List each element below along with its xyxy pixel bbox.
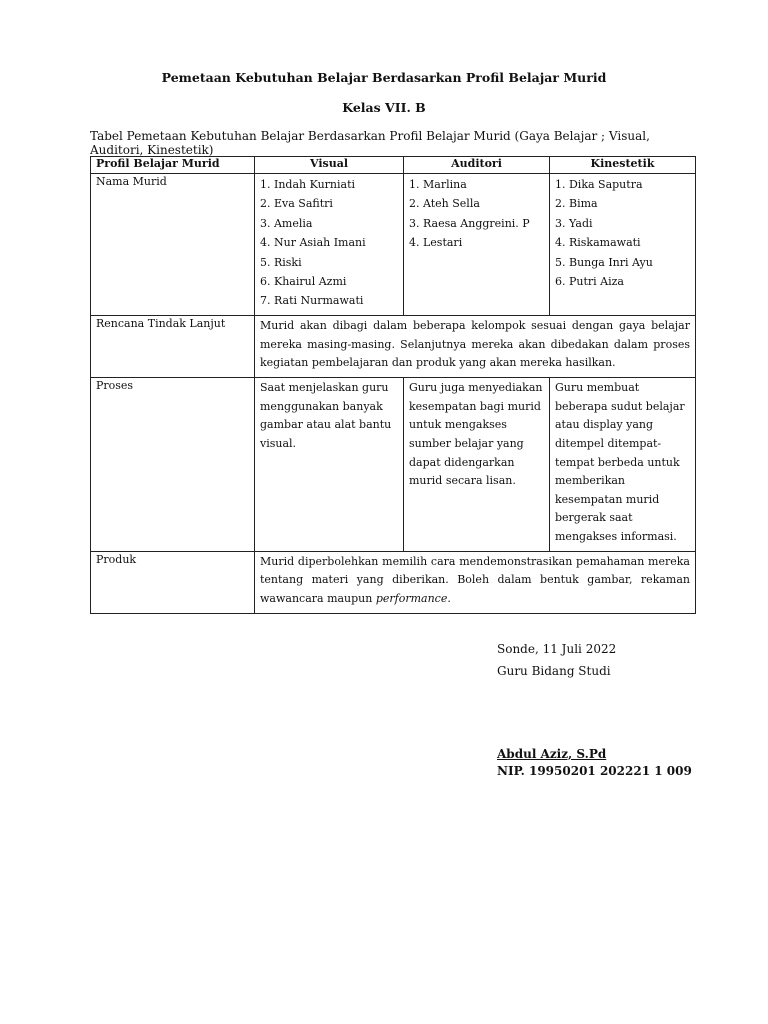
cell-proses-visual: Saat menjelaskan guru menggunakan banyak gambar atau alat bantu visual.: [255, 378, 404, 551]
produk-italic-term: performance: [375, 592, 448, 606]
list-item: 3. Raesa Anggreini. P: [409, 216, 530, 230]
signature-date: Sonde, 11 Juli 2022: [497, 642, 617, 656]
list-item: 5. Bunga Inri Ayu: [555, 255, 653, 269]
table-header-row: [91, 157, 696, 174]
kinestetik-student-list: [555, 175, 690, 291]
row-label-produk: Produk: [91, 551, 255, 613]
list-item: 5. Riski: [260, 255, 302, 269]
list-item: 4. Nur Asiah Imani: [260, 236, 366, 250]
row-rencana: [91, 315, 696, 377]
row-produk: [91, 551, 696, 613]
list-item: 1. Marlina: [409, 178, 467, 191]
produk-text-end: .: [447, 592, 451, 606]
list-item: 7. Rati Nurmawati: [260, 294, 364, 308]
cell-proses-auditori: Guru juga menyediakan kesempatan bagi murid untuk mengakses sumber belajar yang dapat didengarkan murid secara lisan.: [404, 378, 550, 551]
cell-rencana-text: Murid akan dibagi dalam beberapa kelompok sesuai dengan gaya belajar mereka masing-masing. Selanjutnya mereka akan dibedakan dalam proses kegiatan pembelajaran dan produk yang akan mereka hasilkan.: [255, 315, 696, 377]
row-label-rencana: Rencana Tindak Lanjut: [91, 315, 255, 377]
row-label-nama-murid: Nama Murid: [91, 174, 255, 316]
auditori-student-list: [409, 175, 544, 253]
signature-nip: NIP. 19950201 202221 1 009: [497, 764, 692, 778]
list-item: 3. Yadi: [555, 216, 593, 230]
table-caption: Tabel Pemetaan Kebutuhan Belajar Berdasarkan Profil Belajar Murid (Gaya Belajar ; Visual, Auditori, Kinestetik): [90, 129, 650, 157]
cell-nama-visual: [255, 174, 404, 316]
row-proses: [91, 378, 696, 551]
row-label-proses: Proses: [91, 378, 255, 551]
list-item: 1. Indah Kurniati: [260, 178, 356, 191]
list-item: 3. Amelia: [260, 216, 313, 230]
list-item: 6. Putri Aiza: [555, 275, 624, 289]
signature-name: Abdul Aziz, S.Pd: [497, 747, 607, 761]
list-item: 1. Dika Saputra: [555, 178, 643, 191]
document-subtitle: Kelas VII. B: [342, 100, 426, 115]
row-nama-murid: [91, 174, 696, 316]
header-visual: Visual: [255, 157, 404, 174]
visual-student-list: [260, 175, 398, 311]
document-title: Pemetaan Kebutuhan Belajar Berdasarkan Profil Belajar Murid: [161, 70, 607, 85]
list-item: 6. Khairul Azmi: [260, 275, 347, 289]
cell-nama-kinestetik: [550, 174, 696, 316]
cell-nama-auditori: [404, 174, 550, 316]
learning-profile-table: [90, 156, 696, 614]
cell-produk-text: [255, 551, 696, 613]
list-item: 2. Ateh Sella: [409, 197, 480, 211]
list-item: 2. Eva Safitri: [260, 197, 333, 211]
produk-text: Murid diperbolehkan memilih cara mendemonstrasikan pemahaman mereka tentang materi yang diberikan. Boleh dalam bentuk gambar, rekaman wawancara maupun: [260, 554, 690, 606]
list-item: 4. Lestari: [409, 236, 463, 250]
header-auditori: Auditori: [404, 157, 550, 174]
cell-proses-kinestetik: Guru membuat beberapa sudut belajar atau display yang ditempel ditempat-tempat berbeda untuk memberikan kesempatan murid bergerak saat mengakses informasi.: [550, 378, 696, 551]
header-profil: Profil Belajar Murid: [91, 157, 255, 174]
signature-role: Guru Bidang Studi: [497, 664, 611, 678]
list-item: 2. Bima: [555, 197, 598, 211]
header-kinestetik: Kinestetik: [550, 157, 696, 174]
list-item: 4. Riskamawati: [555, 236, 641, 250]
